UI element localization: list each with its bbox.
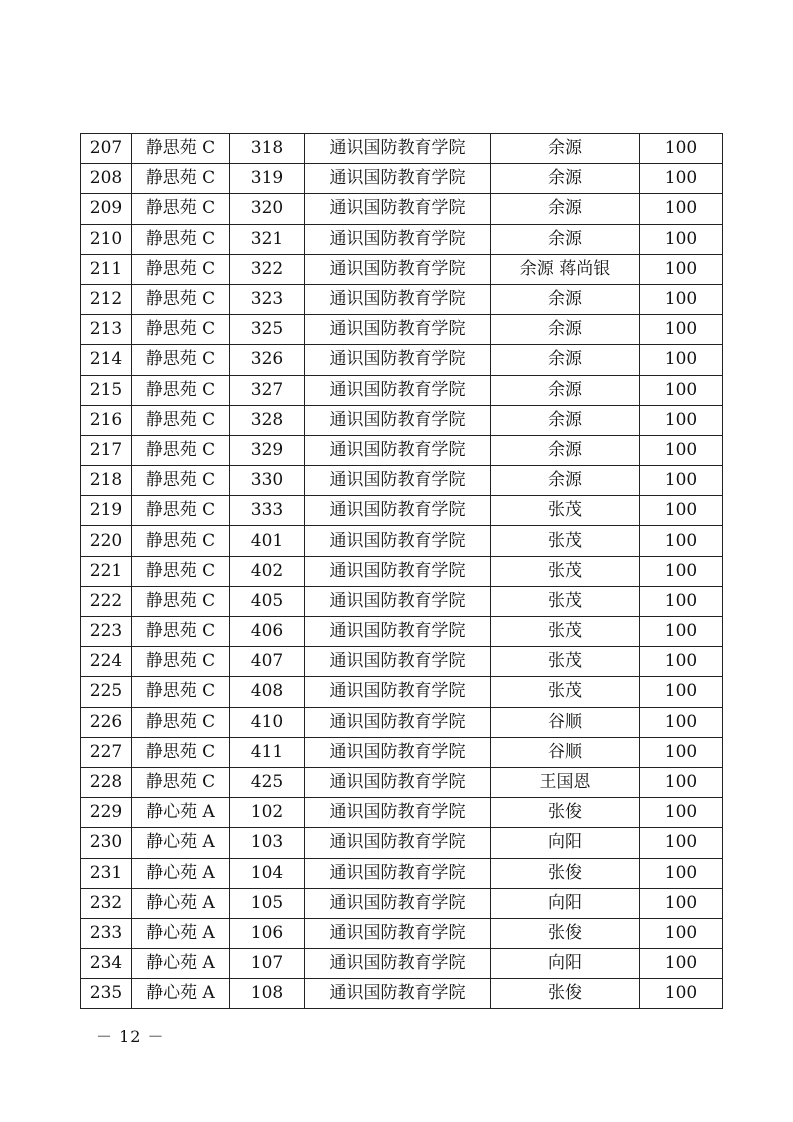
table-row [81, 767, 723, 797]
score-cell: 100 [640, 949, 723, 979]
row-number-cell: 234 [81, 949, 132, 979]
room-cell: 407 [230, 647, 305, 677]
score-cell: 100 [640, 767, 723, 797]
room-cell: 405 [230, 586, 305, 616]
person-cell: 余源 [491, 164, 640, 194]
table-row [81, 798, 723, 828]
building-cell: 静思苑 C [132, 647, 230, 677]
score-cell: 100 [640, 435, 723, 465]
person-cell: 张茂 [491, 617, 640, 647]
score-cell: 100 [640, 254, 723, 284]
row-number-cell: 218 [81, 466, 132, 496]
person-cell: 余源 [491, 435, 640, 465]
score-cell: 100 [640, 586, 723, 616]
building-cell: 静思苑 C [132, 496, 230, 526]
row-number-cell: 225 [81, 677, 132, 707]
table-row [81, 949, 723, 979]
room-cell: 106 [230, 918, 305, 948]
score-cell: 100 [640, 496, 723, 526]
building-cell: 静思苑 C [132, 134, 230, 164]
person-cell: 余源 [491, 134, 640, 164]
person-cell: 张茂 [491, 647, 640, 677]
table-row [81, 134, 723, 164]
row-number-cell: 213 [81, 315, 132, 345]
table-row [81, 254, 723, 284]
building-cell: 静思苑 C [132, 345, 230, 375]
building-cell: 静思苑 C [132, 586, 230, 616]
person-cell: 张茂 [491, 556, 640, 586]
room-cell: 322 [230, 254, 305, 284]
room-cell: 333 [230, 496, 305, 526]
room-cell: 326 [230, 345, 305, 375]
score-cell: 100 [640, 284, 723, 314]
row-number-cell: 231 [81, 858, 132, 888]
room-cell: 323 [230, 284, 305, 314]
college-cell: 通识国防教育学院 [305, 496, 491, 526]
row-number-cell: 219 [81, 496, 132, 526]
person-cell: 王国恩 [491, 767, 640, 797]
table-row [81, 375, 723, 405]
person-cell: 张茂 [491, 677, 640, 707]
page-number: － 12 － [96, 1027, 165, 1046]
room-cell: 402 [230, 556, 305, 586]
building-cell: 静思苑 C [132, 737, 230, 767]
table-row [81, 737, 723, 767]
row-number-cell: 207 [81, 134, 132, 164]
row-number-cell: 227 [81, 737, 132, 767]
row-number-cell: 221 [81, 556, 132, 586]
college-cell: 通识国防教育学院 [305, 526, 491, 556]
room-cell: 410 [230, 707, 305, 737]
room-cell: 319 [230, 164, 305, 194]
college-cell: 通识国防教育学院 [305, 224, 491, 254]
score-cell: 100 [640, 858, 723, 888]
room-cell: 330 [230, 466, 305, 496]
college-cell: 通识国防教育学院 [305, 918, 491, 948]
college-cell: 通识国防教育学院 [305, 828, 491, 858]
college-cell: 通识国防教育学院 [305, 405, 491, 435]
score-cell: 100 [640, 405, 723, 435]
room-cell: 406 [230, 617, 305, 647]
room-cell: 103 [230, 828, 305, 858]
table-row [81, 586, 723, 616]
score-cell: 100 [640, 134, 723, 164]
college-cell: 通识国防教育学院 [305, 284, 491, 314]
row-number-cell: 223 [81, 617, 132, 647]
room-cell: 408 [230, 677, 305, 707]
building-cell: 静心苑 A [132, 828, 230, 858]
row-number-cell: 235 [81, 979, 132, 1009]
college-cell: 通识国防教育学院 [305, 466, 491, 496]
room-cell: 325 [230, 315, 305, 345]
building-cell: 静心苑 A [132, 949, 230, 979]
person-cell: 余源 [491, 284, 640, 314]
row-number-cell: 214 [81, 345, 132, 375]
table-row [81, 405, 723, 435]
building-cell: 静思苑 C [132, 284, 230, 314]
score-cell: 100 [640, 617, 723, 647]
room-cell: 328 [230, 405, 305, 435]
college-cell: 通识国防教育学院 [305, 707, 491, 737]
building-cell: 静思苑 C [132, 315, 230, 345]
score-cell: 100 [640, 737, 723, 767]
score-cell: 100 [640, 315, 723, 345]
row-number-cell: 229 [81, 798, 132, 828]
building-cell: 静思苑 C [132, 556, 230, 586]
room-cell: 329 [230, 435, 305, 465]
building-cell: 静思苑 C [132, 405, 230, 435]
score-cell: 100 [640, 375, 723, 405]
person-cell: 余源 [491, 466, 640, 496]
college-cell: 通识国防教育学院 [305, 737, 491, 767]
table-body [81, 134, 723, 1009]
table-row [81, 496, 723, 526]
person-cell: 余源 [491, 345, 640, 375]
dorm-inspection-table [80, 133, 723, 1009]
table-row [81, 918, 723, 948]
person-cell: 向阳 [491, 888, 640, 918]
table-row [81, 224, 723, 254]
college-cell: 通识国防教育学院 [305, 767, 491, 797]
row-number-cell: 230 [81, 828, 132, 858]
building-cell: 静思苑 C [132, 526, 230, 556]
college-cell: 通识国防教育学院 [305, 858, 491, 888]
building-cell: 静思苑 C [132, 164, 230, 194]
row-number-cell: 228 [81, 767, 132, 797]
table-row [81, 194, 723, 224]
row-number-cell: 209 [81, 194, 132, 224]
building-cell: 静思苑 C [132, 767, 230, 797]
college-cell: 通识国防教育学院 [305, 617, 491, 647]
college-cell: 通识国防教育学院 [305, 586, 491, 616]
row-number-cell: 215 [81, 375, 132, 405]
row-number-cell: 212 [81, 284, 132, 314]
row-number-cell: 232 [81, 888, 132, 918]
college-cell: 通识国防教育学院 [305, 254, 491, 284]
row-number-cell: 210 [81, 224, 132, 254]
room-cell: 401 [230, 526, 305, 556]
score-cell: 100 [640, 918, 723, 948]
person-cell: 余源 [491, 224, 640, 254]
score-cell: 100 [640, 164, 723, 194]
row-number-cell: 224 [81, 647, 132, 677]
row-number-cell: 217 [81, 435, 132, 465]
room-cell: 411 [230, 737, 305, 767]
person-cell: 向阳 [491, 949, 640, 979]
person-cell: 谷顺 [491, 737, 640, 767]
building-cell: 静思苑 C [132, 677, 230, 707]
table-row [81, 466, 723, 496]
college-cell: 通识国防教育学院 [305, 677, 491, 707]
score-cell: 100 [640, 798, 723, 828]
score-cell: 100 [640, 888, 723, 918]
table-row [81, 284, 723, 314]
college-cell: 通识国防教育学院 [305, 556, 491, 586]
room-cell: 107 [230, 949, 305, 979]
table-row [81, 435, 723, 465]
building-cell: 静思苑 C [132, 617, 230, 647]
table-row [81, 677, 723, 707]
college-cell: 通识国防教育学院 [305, 949, 491, 979]
row-number-cell: 222 [81, 586, 132, 616]
college-cell: 通识国防教育学院 [305, 164, 491, 194]
building-cell: 静思苑 C [132, 375, 230, 405]
table-row [81, 979, 723, 1009]
table-row [81, 617, 723, 647]
room-cell: 102 [230, 798, 305, 828]
building-cell: 静心苑 A [132, 798, 230, 828]
building-cell: 静心苑 A [132, 858, 230, 888]
room-cell: 320 [230, 194, 305, 224]
building-cell: 静思苑 C [132, 194, 230, 224]
room-cell: 327 [230, 375, 305, 405]
table-row [81, 647, 723, 677]
person-cell: 张茂 [491, 496, 640, 526]
room-cell: 105 [230, 888, 305, 918]
table-row [81, 888, 723, 918]
score-cell: 100 [640, 828, 723, 858]
building-cell: 静心苑 A [132, 888, 230, 918]
score-cell: 100 [640, 526, 723, 556]
building-cell: 静思苑 C [132, 224, 230, 254]
table-row [81, 315, 723, 345]
college-cell: 通识国防教育学院 [305, 134, 491, 164]
table-row [81, 556, 723, 586]
person-cell: 张茂 [491, 586, 640, 616]
score-cell: 100 [640, 224, 723, 254]
score-cell: 100 [640, 466, 723, 496]
person-cell: 张俊 [491, 858, 640, 888]
score-cell: 100 [640, 556, 723, 586]
score-cell: 100 [640, 194, 723, 224]
person-cell: 余源 [491, 194, 640, 224]
score-cell: 100 [640, 677, 723, 707]
room-cell: 104 [230, 858, 305, 888]
college-cell: 通识国防教育学院 [305, 345, 491, 375]
score-cell: 100 [640, 707, 723, 737]
table-row [81, 345, 723, 375]
room-cell: 425 [230, 767, 305, 797]
building-cell: 静思苑 C [132, 435, 230, 465]
college-cell: 通识国防教育学院 [305, 888, 491, 918]
person-cell: 余源 [491, 375, 640, 405]
college-cell: 通识国防教育学院 [305, 375, 491, 405]
building-cell: 静心苑 A [132, 979, 230, 1009]
building-cell: 静心苑 A [132, 918, 230, 948]
row-number-cell: 233 [81, 918, 132, 948]
college-cell: 通识国防教育学院 [305, 435, 491, 465]
person-cell: 余源 蒋尚银 [491, 254, 640, 284]
row-number-cell: 211 [81, 254, 132, 284]
score-cell: 100 [640, 345, 723, 375]
person-cell: 谷顺 [491, 707, 640, 737]
room-cell: 321 [230, 224, 305, 254]
college-cell: 通识国防教育学院 [305, 194, 491, 224]
building-cell: 静思苑 C [132, 254, 230, 284]
person-cell: 张俊 [491, 979, 640, 1009]
table-row [81, 707, 723, 737]
college-cell: 通识国防教育学院 [305, 647, 491, 677]
score-cell: 100 [640, 979, 723, 1009]
building-cell: 静思苑 C [132, 466, 230, 496]
person-cell: 余源 [491, 405, 640, 435]
table-row [81, 164, 723, 194]
row-number-cell: 220 [81, 526, 132, 556]
table-row [81, 828, 723, 858]
college-cell: 通识国防教育学院 [305, 979, 491, 1009]
row-number-cell: 216 [81, 405, 132, 435]
row-number-cell: 226 [81, 707, 132, 737]
person-cell: 张茂 [491, 526, 640, 556]
room-cell: 108 [230, 979, 305, 1009]
building-cell: 静思苑 C [132, 707, 230, 737]
person-cell: 余源 [491, 315, 640, 345]
college-cell: 通识国防教育学院 [305, 798, 491, 828]
score-cell: 100 [640, 647, 723, 677]
person-cell: 张俊 [491, 798, 640, 828]
table-row [81, 526, 723, 556]
college-cell: 通识国防教育学院 [305, 315, 491, 345]
room-cell: 318 [230, 134, 305, 164]
person-cell: 向阳 [491, 828, 640, 858]
row-number-cell: 208 [81, 164, 132, 194]
person-cell: 张俊 [491, 918, 640, 948]
table-row [81, 858, 723, 888]
